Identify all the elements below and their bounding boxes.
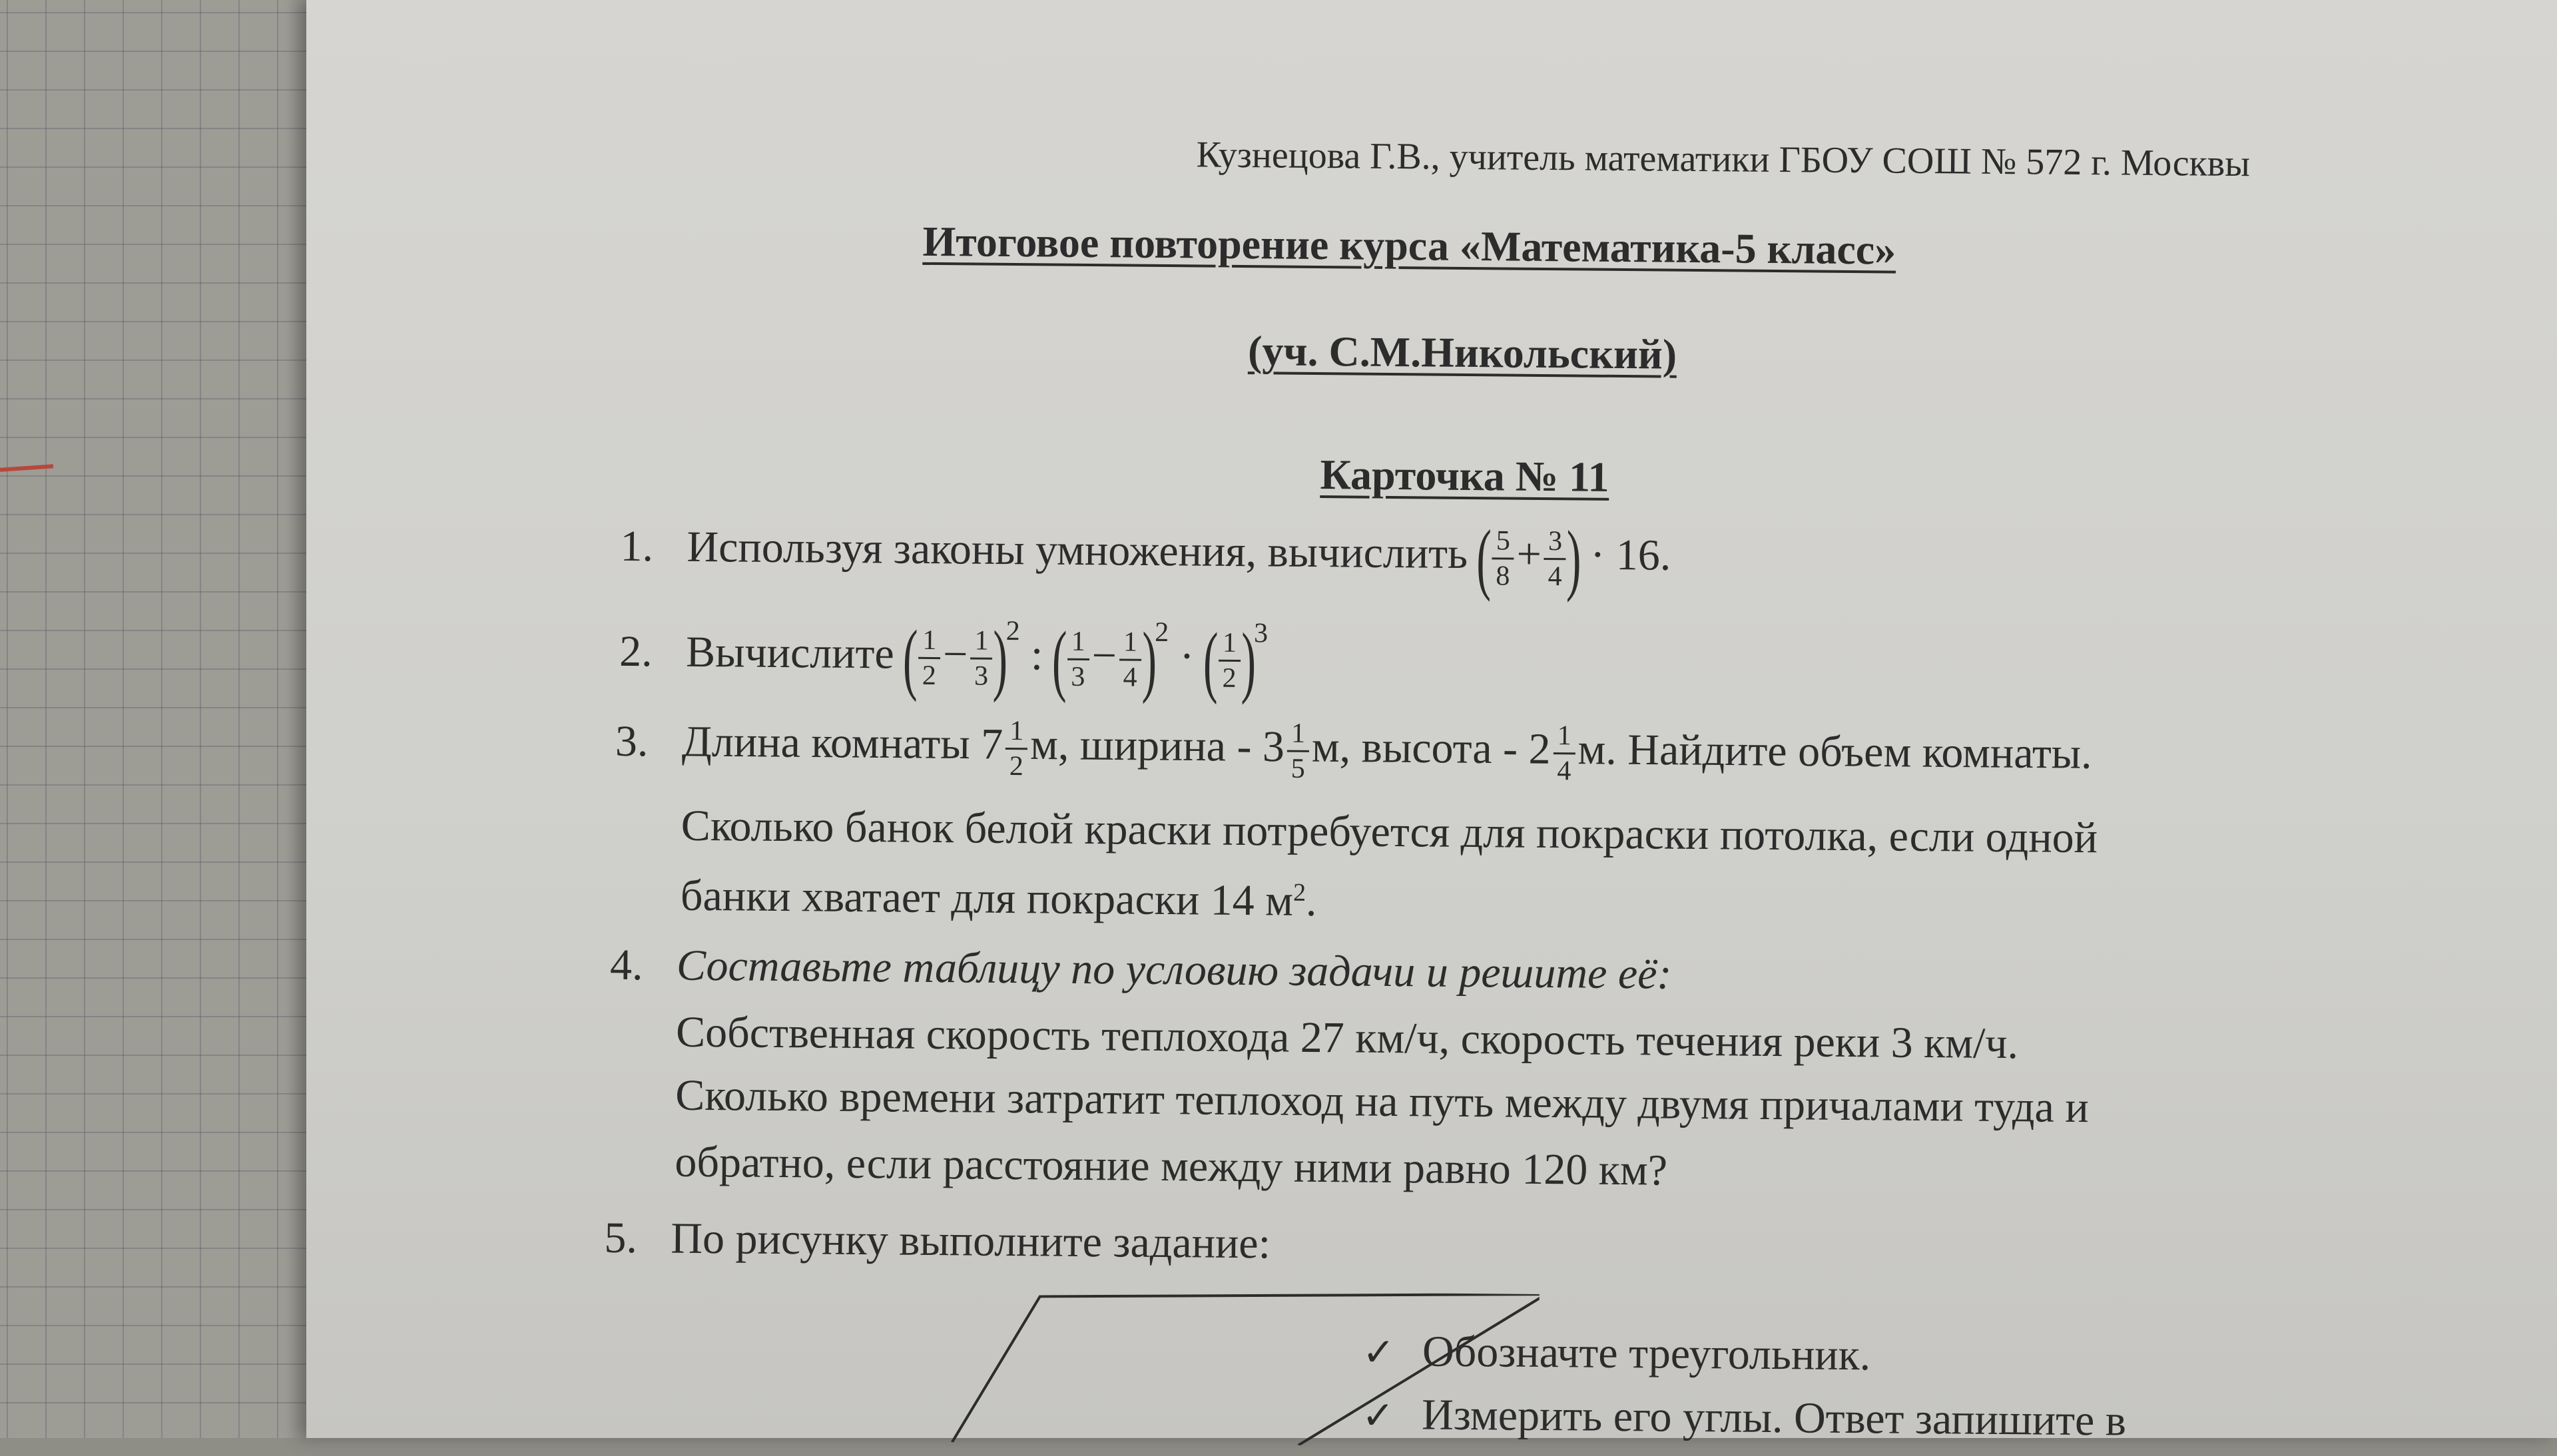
task-number: 5. [604,1213,638,1263]
check-mark-icon: ✓ [1362,1329,1395,1375]
check-item-2: ✓ Измерить его углы. Ответ запишите в [1361,1390,2127,1445]
task-number: 3. [615,716,649,766]
textbook-reference: (уч. С.М.Никольский) [1247,327,1677,378]
author-line: Кузнецова Г.В., учитель математики ГБОУ СОШ № 572 г. Москвы [1196,134,2251,185]
worksheet-title: Итоговое повторение курса «Математика-5 класс» [922,217,1896,274]
task-1: 1. Используя законы умножения, вычислить ( $\frac{5}{8}$ + $\frac{3}{4}$ ) · 16. [620,513,1671,603]
task-4-line-3: Сколько времени затратит теплоход на путь между двумя причалами туда и [675,1071,2090,1132]
task-1-text: Используя законы умножения, вычислить [687,522,1468,579]
check-item-1: ✓ Обозначте треугольник. [1362,1327,1871,1380]
fraction: $\frac{3}{4}$ [1544,527,1566,590]
task-4-line-4: обратно, если расстояние между ними равно 120 км? [675,1137,1668,1195]
task-3-line-2: Сколько банок белой краски потребуется для покраски потолка, если одной [681,801,2098,863]
task-2: 2. Вычислите ( $\frac{1}{2}$ − $\frac{1}{3}$ )$^2$ : ( $\frac{1}{3}$ − $\frac{1}{4}$ )$^2$ · ( $\frac{1}{2}$ )$^3$ [619,613,1269,706]
fraction: $\frac{5}{8}$ [1492,527,1514,590]
worksheet-page [306,0,2557,1445]
task-3-line-3: банки хватает для покраски 14 $м^2$. [680,871,1317,926]
task-number: 1. [620,522,654,571]
task-3-line-1: 3. Длина комнаты 7 $\frac{1}{2}$ м, ширина - 3 $\frac{1}{5}$ м, высота - 2 $\frac{1}{4}$ м. Найдите объем комнаты. [615,716,2092,787]
card-number: Карточка № 11 [1320,451,1609,501]
task-number: 4. [609,940,643,990]
task-number: 2. [619,626,653,676]
worksheet-content [300,0,2557,1449]
task-5: 5. По рисунку выполните задание: [604,1213,1271,1268]
task-4-line-1: 4. Составьте таблицу по условию задачи и решите её: [609,940,1672,999]
check-mark-icon: ✓ [1361,1392,1395,1439]
task-4-line-2: Собственная скорость теплохода 27 км/ч, скорость течения реки 3 км/ч. [675,1007,2019,1069]
task-2-text: Вычислите [685,627,895,678]
